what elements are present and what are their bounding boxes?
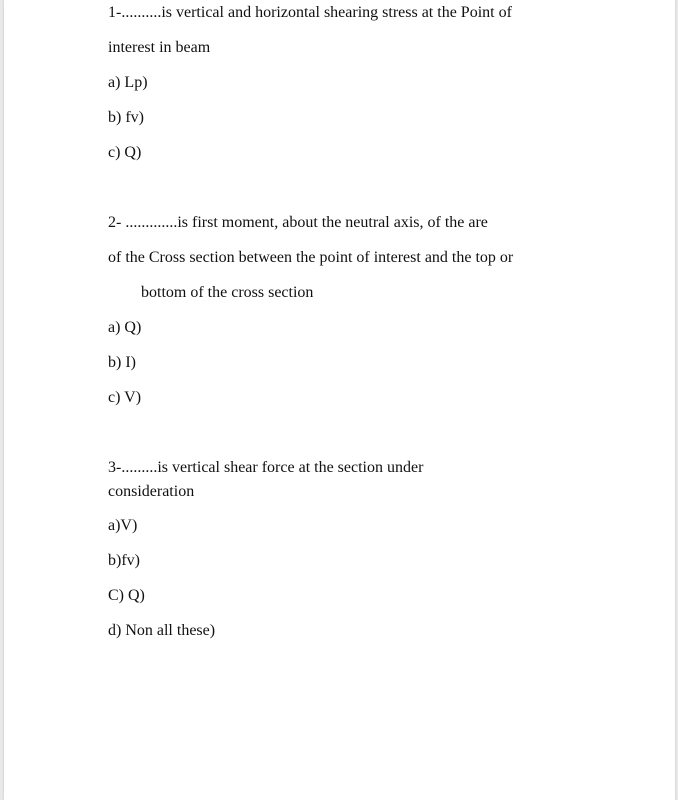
option-b: b)fv) — [108, 552, 140, 569]
option-d: d) Non all these) — [108, 622, 216, 639]
option-c: c) Q) — [108, 144, 142, 161]
option-b: b) I) — [108, 354, 136, 371]
option-a: a) Q) — [108, 319, 142, 336]
option-c: c) V) — [108, 389, 142, 406]
question-text-continued: of the Cross section between the point of interest and the top or — [108, 249, 514, 266]
question-text: 2- .............is first moment, about the neutral axis, of the are — [108, 214, 488, 231]
document-page — [4, 0, 675, 800]
question-text: 1-..........is vertical and horizontal shearing stress at the Point of — [108, 4, 512, 21]
option-a: a)V) — [108, 517, 138, 534]
option-a: a) Lp) — [108, 74, 148, 91]
question-text-continued: bottom of the cross section — [141, 284, 314, 301]
option-b: b) fv) — [108, 109, 144, 126]
question-text-continued: interest in beam — [108, 39, 211, 56]
question-text-continued: consideration — [108, 483, 195, 500]
option-c: C) Q) — [108, 587, 145, 604]
question-text: 3-.........is vertical shear force at the section under — [108, 459, 424, 476]
